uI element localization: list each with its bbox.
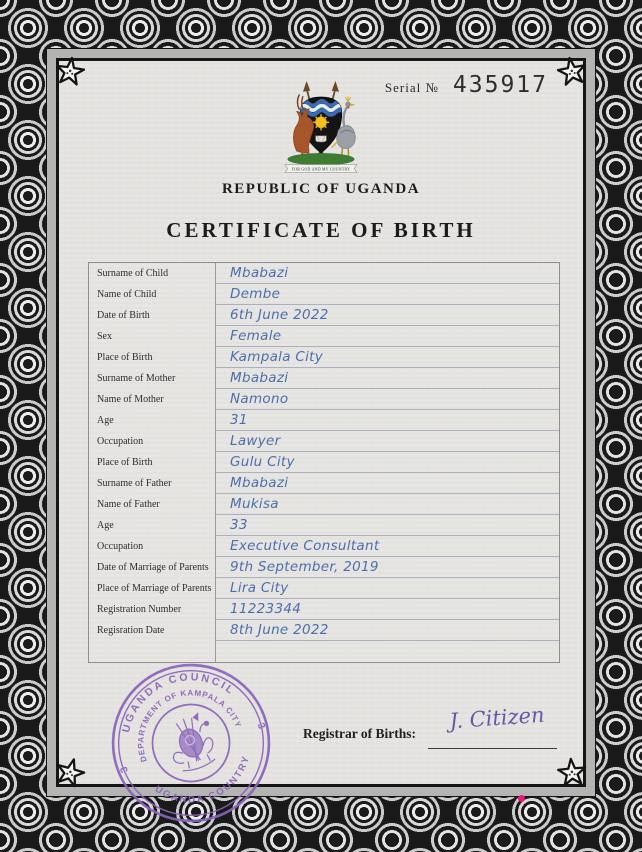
svg-text:UGANDA COUNTRY	[150, 750, 262, 820]
field-label: Registration Number	[89, 599, 216, 620]
field-label: Date of Marriage of Parents	[89, 557, 216, 578]
field-row	[89, 305, 559, 326]
field-value: Dembe	[216, 284, 559, 305]
stamp-ring-top: UGANDA COUNCIL	[120, 671, 238, 734]
field-row	[89, 410, 559, 431]
field-value: Kampala City	[216, 347, 559, 368]
signature-line	[428, 748, 557, 749]
field-row	[89, 473, 559, 494]
field-label: Place of Marriage of Parents	[89, 578, 216, 599]
motto-text: FOR GOD AND MY COUNTRY	[291, 167, 351, 172]
field-row	[89, 515, 559, 536]
field-row	[89, 284, 559, 305]
field-label: Sex	[89, 326, 216, 347]
field-row	[89, 557, 559, 578]
corner-star-icon	[554, 755, 591, 792]
field-row	[89, 431, 559, 452]
field-row	[89, 494, 559, 515]
field-value: Executive Consultant	[216, 536, 559, 557]
stamp-ring-middle: DEPARTMENT OF KAMPALA CITY	[136, 688, 243, 764]
field-value: 33	[216, 515, 559, 536]
registrar-label: Registrar of Births:	[303, 726, 416, 741]
field-value	[216, 641, 559, 662]
field-row	[89, 452, 559, 473]
field-label: Place of Birth	[89, 452, 216, 473]
field-value: Female	[216, 326, 559, 347]
field-value: Lawyer	[216, 431, 559, 452]
field-row	[89, 347, 559, 368]
country-name: REPUBLIC OF UGANDA	[221, 181, 421, 197]
field-row	[89, 389, 559, 410]
field-label: Surname of Child	[89, 263, 216, 284]
field-value: 8th June 2022	[216, 620, 559, 641]
field-label: Surname of Father	[89, 473, 216, 494]
field-row	[89, 620, 559, 641]
serial-block	[385, 72, 548, 98]
field-label: Date of Birth	[89, 305, 216, 326]
uganda-coat-of-arms-icon	[267, 79, 375, 180]
field-label: Occupation	[89, 431, 216, 452]
field-label: Age	[89, 515, 216, 536]
stamp-side-left: 3	[118, 764, 131, 775]
stamp-ring-bottom: UGANDA COUNTRY	[152, 753, 253, 806]
field-row	[89, 641, 559, 662]
field-row	[89, 368, 559, 389]
field-value: 11223344	[216, 599, 559, 620]
fields-table	[88, 262, 560, 663]
field-label: Name of Child	[89, 284, 216, 305]
stamp-side-right: 3	[254, 721, 267, 731]
field-label: Name of Father	[89, 494, 216, 515]
field-value: Lira City	[216, 578, 559, 599]
certificate-paper	[56, 58, 586, 806]
registrar-signature: J. Citizen	[448, 702, 546, 734]
field-label: Age	[89, 410, 216, 431]
field-value: 31	[216, 410, 559, 431]
field-value: Namono	[216, 389, 559, 410]
field-row	[89, 263, 559, 284]
field-label: Surname of Mother	[89, 368, 216, 389]
field-label: Occupation	[89, 536, 216, 557]
field-row	[89, 599, 559, 620]
field-value: Gulu City	[216, 452, 559, 473]
certificate-mat	[46, 48, 596, 806]
field-value: Mbabazi	[216, 263, 559, 284]
field-label: Regisration Date	[89, 620, 216, 641]
certificate-title: CERTIFICATE OF BIRTH	[166, 218, 476, 242]
field-row	[89, 536, 559, 557]
corner-star-icon	[552, 52, 591, 91]
field-label: Name of Mother	[89, 389, 216, 410]
field-row	[89, 578, 559, 599]
field-value: Mbabazi	[216, 368, 559, 389]
field-value: 6th June 2022	[216, 305, 559, 326]
serial-label: Serial №	[384, 80, 439, 95]
field-value: Mukisa	[216, 494, 559, 515]
corner-star-icon	[51, 53, 89, 91]
field-row	[89, 326, 559, 347]
pink-fleck	[518, 795, 525, 802]
stamp-crest-icon	[162, 711, 222, 775]
serial-number: 435917	[452, 72, 548, 98]
field-value: Mbabazi	[216, 473, 559, 494]
field-label: Place of Birth	[89, 347, 216, 368]
corner-star-icon	[49, 752, 91, 794]
field-value: 9th September, 2019	[216, 557, 559, 578]
